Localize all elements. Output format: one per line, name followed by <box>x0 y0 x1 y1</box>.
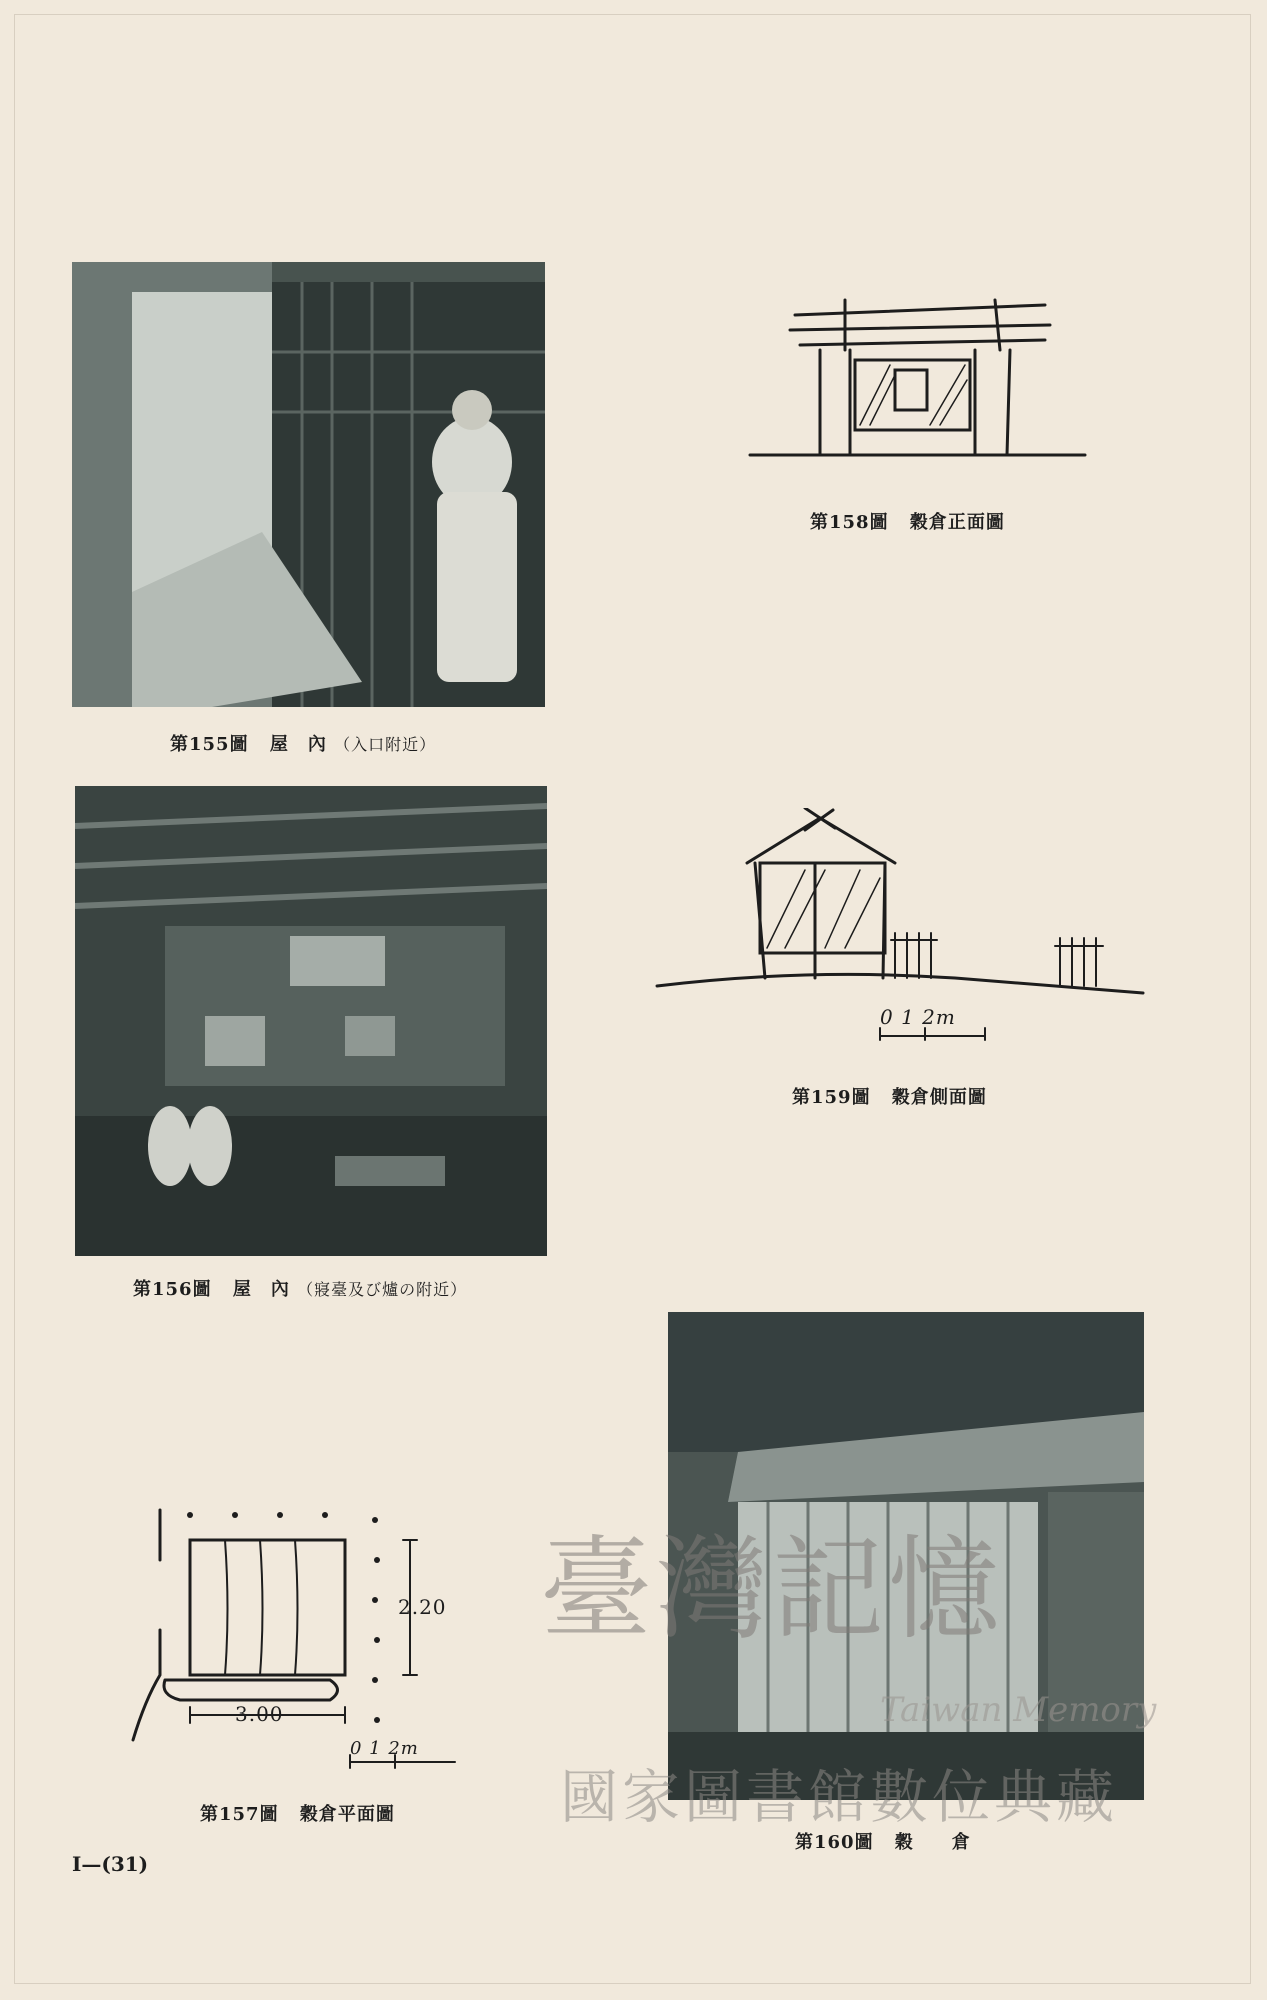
caption-fig156-title: 屋 內 <box>232 1279 290 1300</box>
caption-fig159 <box>792 1083 987 1109</box>
sketch-fig157-plan <box>125 1500 495 1770</box>
caption-fig156 <box>133 1275 467 1301</box>
caption-fig157 <box>200 1800 395 1826</box>
photo-fig156-interior-hearth <box>75 786 547 1256</box>
caption-fig156-sub: （寢臺及び爐の附近） <box>297 1280 468 1299</box>
caption-fig157-title: 穀倉平面圖 <box>299 1804 395 1825</box>
caption-fig158-title: 穀倉正面圖 <box>909 512 1005 533</box>
dim-width-label: 3.00 <box>235 1702 284 1726</box>
caption-fig158 <box>810 508 1005 534</box>
scale-fig159 <box>880 1005 956 1029</box>
caption-fig157-num: 第157圖 <box>200 1804 279 1825</box>
watermark-chars: 臺灣記憶 <box>540 1525 1004 1655</box>
scale-fig157 <box>350 1738 419 1759</box>
dim-height-label: 2.20 <box>398 1595 447 1619</box>
sketch-fig158-front-elevation <box>745 285 1090 465</box>
scale-fig157-label: 0 1 2m <box>350 1738 419 1759</box>
scale-fig159-label: 0 1 2m <box>880 1005 956 1029</box>
caption-fig155-sub: （入口附近） <box>334 735 437 754</box>
caption-fig156-num: 第156圖 <box>133 1279 212 1300</box>
dim-height-fig157 <box>398 1595 447 1619</box>
caption-fig158-num: 第158圖 <box>810 512 889 533</box>
photo-fig155-interior-entrance <box>72 262 545 707</box>
caption-fig155 <box>170 730 436 756</box>
caption-fig160-num: 第160圖 <box>795 1832 874 1853</box>
caption-fig160-title: 穀 倉 <box>894 1832 971 1853</box>
watermark-english: Taiwan Memory <box>880 1690 1157 1730</box>
page-number: I—(31) <box>72 1852 149 1876</box>
caption-fig159-num: 第159圖 <box>792 1087 871 1108</box>
caption-fig155-num: 第155圖 <box>170 734 249 755</box>
caption-fig155-title: 屋 內 <box>269 734 327 755</box>
caption-fig159-title: 穀倉側面圖 <box>891 1087 987 1108</box>
watermark-library: 國家圖書館數位典藏 <box>560 1763 1119 1831</box>
dim-width-fig157 <box>235 1702 284 1726</box>
watermark <box>540 1500 1180 1830</box>
